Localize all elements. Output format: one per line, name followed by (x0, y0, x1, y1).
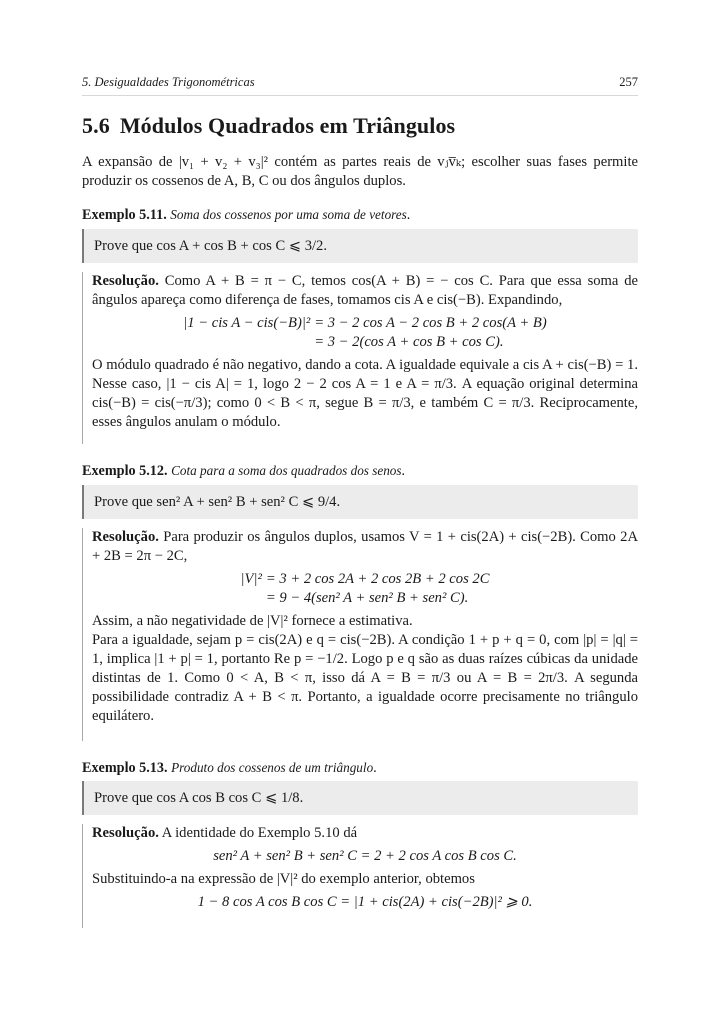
section-heading (82, 112, 455, 141)
example-subtitle: Soma dos cossenos por uma soma de vetores (170, 207, 407, 222)
equation-lhs: |1 − cis A − cis(−B)|² (183, 314, 311, 331)
example-label: Exemplo 5.12. (82, 463, 168, 479)
chapter-title: 5. Desigualdades Trigonométricas (82, 75, 255, 89)
page-number: 257 (619, 75, 638, 89)
claim-box (82, 485, 638, 519)
equation-rhs: = 3 − 2 cos A − 2 cos B + 2 cos(A + B) (314, 314, 547, 331)
claim-text: Prove que cos A cos B cos C ⩽ 1/8. (94, 789, 304, 806)
display-equation: sen² A + sen² B + sen² C = 2 + 2 cos A cos B cos C. (213, 847, 517, 864)
solution-text: Assim, a não negatividade de |V|² fornece a estimativa. (92, 612, 413, 629)
claim-box (82, 229, 638, 263)
equation-rhs: = 3 − 2(cos A + cos B + cos C). (314, 333, 504, 350)
example-title: Exemplo 5.12. Cota para a soma dos quadrados dos senos. (82, 463, 406, 479)
section-title: Módulos Quadrados em Triângulos (119, 113, 456, 138)
solution-text: Para produzir os ângulos duplos, usamos V = 1 + cis(2A) + cis(−2B). Como 2A + 2B = 2π − 2C, (92, 529, 638, 564)
solution-label: Resolução. (92, 825, 159, 841)
solution-label: Resolução. (92, 529, 159, 545)
running-head (82, 74, 638, 96)
example-subtitle: Cota para a soma dos quadrados dos senos (171, 463, 402, 478)
example-label: Exemplo 5.13. (82, 760, 168, 776)
solution-text: Substituindo-a na expressão de |V|² do exemplo anterior, obtemos (92, 870, 475, 887)
equation-rhs: = 3 + 2 cos 2A + 2 cos 2B + 2 cos 2C (265, 570, 490, 587)
solution-text: A identidade do Exemplo 5.10 dá (161, 825, 358, 841)
intro-paragraph: A expansão de |v₁ + v₂ + v₃|² contém as partes reais de vⱼv̅ₖ; escolher suas fases permite produzir os cossenos de A, B, C ou dos ângulos duplos. (82, 154, 638, 189)
example-title: Exemplo 5.11. Soma dos cossenos por uma soma de vetores. (82, 207, 411, 223)
solution-block (82, 272, 638, 444)
solution-text: O módulo quadrado é não negativo, dando a cota. A igualdade equivale a cis A + cis(−B) = 1. Nesse caso, |1 − cis A| = 1, logo 2 − 2 cos A = 1 e A = π/3. A equação original determina cis(−B) = cis(−π/3); como 0 < B < π, segue B = π/3, e também C = π/3. Reciprocamente, esses ângulos anulam o módulo. (92, 356, 638, 430)
example-title: Exemplo 5.13. Produto dos cossenos de um triângulo. (82, 760, 377, 776)
solution-text: Para a igualdade, sejam p = cis(2A) e q = cis(−2B). A condição 1 + p + q = 0, com |p| = |q| = 1, implica |1 + p| = 1, portanto Re p = −1/2. Logo p e q são as duas raízes cúbicas da unidade distintas de 1. Como 0 < A, B < π, isso dá A = B = π/3 ou A = B = 2π/3. A segunda possibilidade contradiz A + B < π. Portanto, a igualdade ocorre precisamente no triângulo equilátero. (92, 631, 638, 724)
display-equation (92, 314, 638, 352)
claim-box (82, 781, 638, 815)
solution-block (82, 528, 638, 741)
equation-rhs: = 9 − 4(sen² A + sen² B + sen² C). (265, 589, 469, 606)
equation-lhs: |V|² (240, 570, 262, 587)
claim-text: Prove que sen² A + sen² B + sen² C ⩽ 9/4. (94, 493, 341, 510)
solution-label: Resolução. (92, 273, 159, 289)
claim-text: Prove que cos A + cos B + cos C ⩽ 3/2. (94, 237, 327, 254)
example-subtitle: Produto dos cossenos de um triângulo (171, 760, 374, 775)
section-number: 5.6 (82, 113, 110, 138)
solution-block (82, 824, 638, 928)
example-label: Exemplo 5.11. (82, 207, 167, 223)
display-equation: 1 − 8 cos A cos B cos C = |1 + cis(2A) + cis(−2B)|² ⩾ 0. (197, 893, 533, 910)
solution-text: Como A + B = π − C, temos cos(A + B) = − cos C. Para que essa soma de ângulos apareça como diferença de fases, tomamos cis A e cis(−B). Expandindo, (92, 273, 638, 308)
display-equation (92, 570, 638, 608)
